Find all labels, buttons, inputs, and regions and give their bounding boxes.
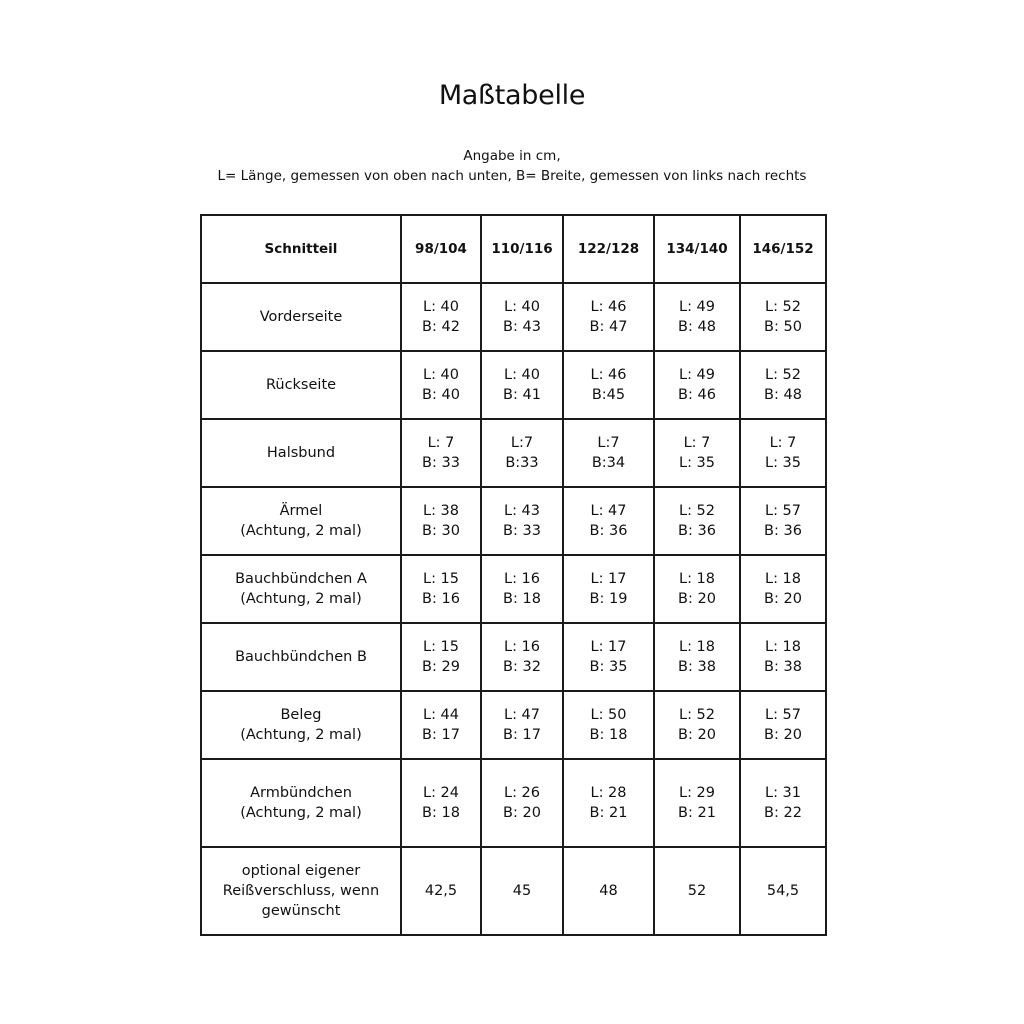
measurement-value: B: 35 — [589, 659, 628, 675]
measurement-value: L: 18 — [678, 639, 716, 655]
measurement-value: L: 52 — [678, 503, 716, 519]
measurement-value: L: 52 — [678, 707, 716, 723]
measurement-cell — [563, 691, 654, 759]
measurement-cell — [740, 351, 826, 419]
measurement-cell — [563, 283, 654, 351]
measurement-cell — [563, 351, 654, 419]
measurement-value: L: 40 — [422, 299, 460, 315]
measurement-value: L: 35 — [764, 455, 802, 471]
table-row — [201, 283, 826, 351]
measurement-value: L: 35 — [678, 455, 716, 471]
measurement-value: L: 24 — [422, 785, 460, 801]
measurement-value: B: 36 — [764, 523, 802, 539]
row-name-line: Bauchbündchen B — [235, 649, 367, 665]
measurement-cell — [740, 555, 826, 623]
row-name-cell — [201, 691, 401, 759]
measurement-value: B: 20 — [764, 591, 802, 607]
row-name-line: Bauchbündchen A — [235, 571, 367, 587]
measurement-value: 42,5 — [424, 883, 458, 899]
measurement-value: B: 21 — [678, 805, 716, 821]
header-cell: 110/116 — [481, 215, 563, 283]
measurement-value: 54,5 — [766, 883, 800, 899]
measurement-cell — [481, 623, 563, 691]
measurement-cell — [654, 555, 740, 623]
subtitle-line-2: L= Länge, gemessen von oben nach unten, B= Breite, gemessen von links nach rechts — [217, 168, 807, 184]
measurement-value: L:7 — [510, 435, 534, 451]
header-cell: Schnitteil — [201, 215, 401, 283]
measurement-cell — [401, 283, 481, 351]
header-cell: 146/152 — [740, 215, 826, 283]
table-row — [201, 351, 826, 419]
measurement-value: B: 48 — [764, 387, 802, 403]
row-name-cell — [201, 623, 401, 691]
measurement-value: B:45 — [591, 387, 626, 403]
measurement-value: L: 7 — [769, 435, 797, 451]
measurement-value: L: 26 — [503, 785, 541, 801]
measurement-value: B: 38 — [678, 659, 716, 675]
measurement-value: B: 46 — [678, 387, 716, 403]
row-name-cell — [201, 283, 401, 351]
measurement-value: B: 20 — [678, 727, 716, 743]
row-name-line: gewünscht — [261, 903, 341, 919]
measurement-value: L: 28 — [590, 785, 627, 801]
measurement-value: L: 17 — [590, 571, 627, 587]
row-name-line: optional eigener — [241, 863, 361, 879]
measurement-value: L:7 — [597, 435, 620, 451]
row-name-line: Rückseite — [265, 377, 337, 393]
measurement-value: L: 47 — [503, 707, 541, 723]
measurement-cell — [563, 555, 654, 623]
row-name-line: Halsbund — [266, 445, 336, 461]
measurement-value: B:33 — [505, 455, 539, 471]
measurement-value: B: 17 — [422, 727, 460, 743]
measurement-value: B: 33 — [503, 523, 541, 539]
measurement-value: L: 43 — [503, 503, 541, 519]
measurement-cell — [563, 759, 654, 847]
measurement-value: B: 43 — [503, 319, 541, 335]
measurement-cell — [401, 487, 481, 555]
measurement-cell — [401, 419, 481, 487]
measurement-value: B: 40 — [422, 387, 460, 403]
table-row — [201, 691, 826, 759]
measurement-value: L: 47 — [590, 503, 627, 519]
measurement-cell — [654, 623, 740, 691]
measurement-value: L: 18 — [678, 571, 716, 587]
measurement-cell — [740, 847, 826, 935]
row-name-line: Armbündchen — [250, 785, 352, 801]
row-name-cell — [201, 759, 401, 847]
measurement-value: 48 — [599, 883, 618, 899]
table-row — [201, 847, 826, 935]
measurement-value: L: 44 — [422, 707, 460, 723]
row-name-cell — [201, 847, 401, 935]
page-title: Maßtabelle — [438, 80, 586, 111]
measurement-cell — [654, 487, 740, 555]
header-cell: 134/140 — [654, 215, 740, 283]
table-header-row — [201, 215, 826, 283]
measurement-value: B: 20 — [678, 591, 716, 607]
measurement-value: B: 20 — [764, 727, 802, 743]
measurement-value: L: 38 — [422, 503, 460, 519]
row-name-cell — [201, 351, 401, 419]
measurement-value: L: 49 — [678, 299, 716, 315]
row-name-line: Reißverschluss, wenn — [222, 883, 380, 899]
measurement-cell — [740, 691, 826, 759]
measurement-value: L: 49 — [678, 367, 716, 383]
measurement-value: L: 16 — [503, 571, 541, 587]
row-name-cell — [201, 555, 401, 623]
measurement-value: L: 46 — [590, 299, 627, 315]
table-row — [201, 419, 826, 487]
measurement-value: L: 57 — [764, 707, 802, 723]
header-cell: 98/104 — [401, 215, 481, 283]
measurement-value: L: 52 — [764, 367, 802, 383]
measurement-value: B: 29 — [422, 659, 460, 675]
table-row — [201, 487, 826, 555]
measurement-cell — [654, 351, 740, 419]
row-name-cell — [201, 487, 401, 555]
measurement-cell — [481, 351, 563, 419]
size-table — [200, 214, 827, 936]
measurement-cell — [481, 487, 563, 555]
measurement-value: B: 16 — [422, 591, 460, 607]
measurement-value: B: 47 — [589, 319, 628, 335]
measurement-cell — [563, 487, 654, 555]
measurement-value: B: 32 — [503, 659, 541, 675]
measurement-value: L: 15 — [422, 639, 460, 655]
measurement-value: L: 7 — [427, 435, 455, 451]
header-cell: 122/128 — [563, 215, 654, 283]
row-name-line: Ärmel — [279, 503, 323, 519]
measurement-value: L: 52 — [764, 299, 802, 315]
measurement-value: 45 — [512, 883, 532, 899]
measurement-value: L: 50 — [590, 707, 627, 723]
measurement-cell — [654, 419, 740, 487]
measurement-cell — [563, 623, 654, 691]
measurement-value: B: 41 — [503, 387, 541, 403]
measurement-cell — [481, 759, 563, 847]
measurement-cell — [654, 283, 740, 351]
measurement-cell — [654, 759, 740, 847]
table-row — [201, 623, 826, 691]
measurement-cell — [563, 847, 654, 935]
measurement-value: L: 16 — [503, 639, 541, 655]
measurement-cell — [481, 283, 563, 351]
subtitle-line-1: Angabe in cm, — [463, 148, 561, 164]
measurement-value: B: 30 — [422, 523, 460, 539]
row-name-line: (Achtung, 2 mal) — [240, 727, 362, 743]
row-name-line: (Achtung, 2 mal) — [240, 523, 362, 539]
measurement-value: L: 7 — [683, 435, 711, 451]
measurement-value: L: 40 — [503, 299, 541, 315]
table-row — [201, 555, 826, 623]
measurement-value: B: 38 — [764, 659, 802, 675]
row-name-line: Beleg — [280, 707, 322, 723]
measurement-value: B: 48 — [678, 319, 716, 335]
measurement-value: B: 18 — [589, 727, 628, 743]
measurement-value: L: 15 — [422, 571, 460, 587]
measurement-cell — [740, 759, 826, 847]
measurement-cell — [481, 847, 563, 935]
table-row — [201, 759, 826, 847]
measurement-cell — [481, 691, 563, 759]
measurement-value: B: 20 — [503, 805, 541, 821]
measurement-cell — [481, 419, 563, 487]
row-name-line: Vorderseite — [259, 309, 343, 325]
measurement-value: B: 19 — [589, 591, 628, 607]
measurement-value: B: 33 — [422, 455, 460, 471]
measurement-cell — [401, 623, 481, 691]
measurement-value: B: 42 — [422, 319, 460, 335]
measurement-value: B:34 — [591, 455, 626, 471]
measurement-value: B: 18 — [422, 805, 460, 821]
measurement-value: B: 17 — [503, 727, 541, 743]
measurement-cell — [740, 487, 826, 555]
measurement-value: L: 31 — [764, 785, 802, 801]
measurement-value: L: 40 — [503, 367, 541, 383]
measurement-value: L: 29 — [678, 785, 716, 801]
measurement-cell — [740, 283, 826, 351]
measurement-value: L: 18 — [764, 639, 802, 655]
measurement-value: B: 22 — [764, 805, 802, 821]
measurement-cell — [401, 555, 481, 623]
measurement-cell — [401, 847, 481, 935]
measurement-value: B: 36 — [589, 523, 628, 539]
row-name-line: (Achtung, 2 mal) — [240, 591, 362, 607]
measurement-value: B: 21 — [589, 805, 628, 821]
measurement-value: B: 18 — [503, 591, 541, 607]
row-name-line: (Achtung, 2 mal) — [240, 805, 362, 821]
measurement-value: B: 36 — [678, 523, 716, 539]
measurement-value: 52 — [687, 883, 707, 899]
measurement-cell — [654, 847, 740, 935]
row-name-cell — [201, 419, 401, 487]
table-body — [201, 283, 826, 935]
measurement-cell — [401, 759, 481, 847]
measurement-cell — [481, 555, 563, 623]
measurement-value: L: 18 — [764, 571, 802, 587]
measurement-value: L: 17 — [590, 639, 627, 655]
measurement-cell — [654, 691, 740, 759]
measurement-cell — [740, 419, 826, 487]
measurement-cell — [401, 351, 481, 419]
measurement-cell — [563, 419, 654, 487]
measurement-value: B: 50 — [764, 319, 802, 335]
subtitle — [0, 146, 1024, 186]
measurement-cell — [401, 691, 481, 759]
measurement-value: L: 40 — [422, 367, 460, 383]
measurement-value: L: 57 — [764, 503, 802, 519]
measurement-value: L: 46 — [590, 367, 627, 383]
measurement-cell — [740, 623, 826, 691]
